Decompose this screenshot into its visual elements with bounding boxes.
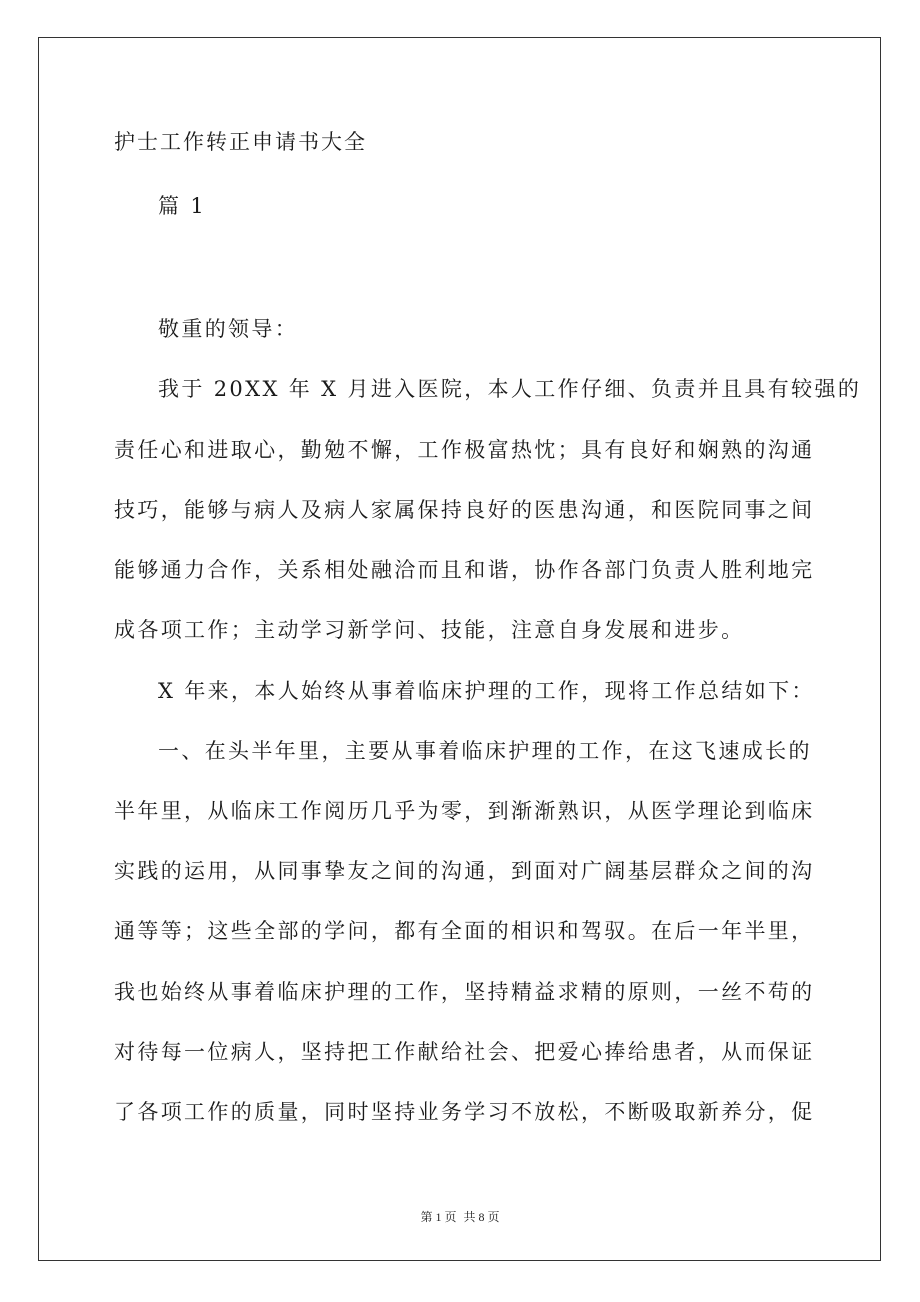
paragraph-line: 实践的运用，从同事挚友之间的沟通，到面对广阔基层群众之间的沟	[114, 859, 815, 883]
paragraph-line: 通等等；这些全部的学问，都有全面的相识和驾驭。在后一年半里，	[114, 919, 815, 943]
document-title: 护士工作转正申请书大全	[114, 130, 367, 154]
paragraph-line: 我也始终从事着临床护理的工作，坚持精益求精的原则，一丝不苟的	[114, 980, 815, 1004]
page-border	[38, 37, 881, 1261]
section-heading: 篇 1	[158, 194, 207, 218]
paragraph-line: 能够通力合作，关系相处融洽而且和谐，协作各部门负责人胜利地完	[114, 558, 815, 582]
page-total: 共 8 页	[463, 1210, 500, 1224]
paragraph-line: 成各项工作；主动学习新学问、技能，注意自身发展和进步。	[114, 618, 745, 642]
paragraph-line: 了各项工作的质量，同时坚持业务学习不放松，不断吸取新养分，促	[114, 1100, 815, 1124]
paragraph-line: 对待每一位病人，坚持把工作献给社会、把爱心捧给患者，从而保证	[114, 1040, 815, 1064]
paragraph-line: 一、在头半年里，主要从事着临床护理的工作，在这飞速成长的	[158, 739, 812, 763]
paragraph-line: 半年里，从临床工作阅历几乎为零，到渐渐熟识，从医学理论到临床	[114, 799, 815, 823]
page-footer	[0, 1208, 920, 1225]
paragraph-line: X 年来，本人始终从事着临床护理的工作，现将工作总结如下：	[158, 679, 815, 703]
paragraph-line: 技巧，能够与病人及病人家属保持良好的医患沟通，和医院同事之间	[114, 498, 815, 522]
page-number: 第 1 页	[420, 1210, 457, 1224]
salutation: 敬重的领导：	[158, 317, 299, 341]
paragraph-line: 我于 20XX 年 X 月进入医院，本人工作仔细、负责并且具有较强的	[158, 377, 862, 401]
paragraph-line: 责任心和进取心，勤勉不懈，工作极富热忱；具有良好和娴熟的沟通	[114, 438, 815, 462]
